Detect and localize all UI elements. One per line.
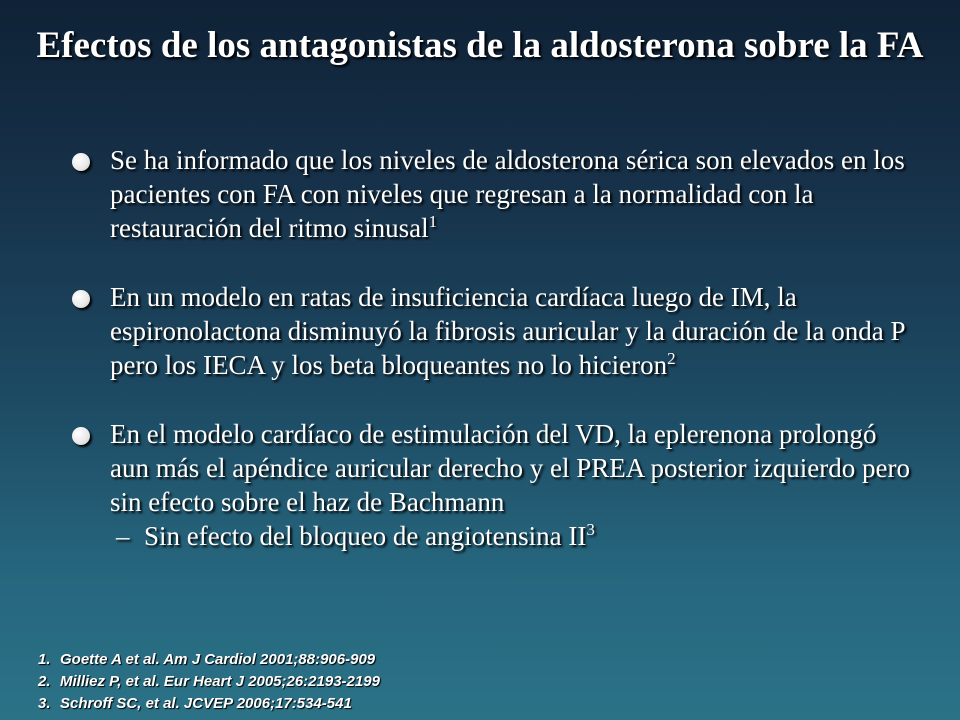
bullet-text: En el modelo cardíaco de estimulación del VD, la eplerenona prolongó aun más el apéndice auricular derecho y el PREA posterior izquierdo pero sin efecto sobre el haz de Bachmann [110,419,910,517]
reference-text: Goette A et al. Am J Cardiol 2001;88:906-909 [60,651,376,668]
bullet-list [72,143,912,553]
citation-superscript: 2 [667,349,676,368]
reference-number: 3. [38,695,51,712]
reference-item [38,693,380,715]
bullet-dot-icon [72,153,90,171]
bullet-dot-icon [72,290,90,308]
reference-number: 2. [38,673,51,690]
citation-superscript: 1 [428,212,438,231]
dash-marker: – [116,521,130,551]
sub-bullet-item [72,519,912,553]
reference-item [38,649,380,671]
bullet-text: En un modelo en ratas de insuficiencia cardíaca luego de IM, la espironolactona disminuyó la fibrosis auricular y la duración de la onda P pero los IECA y los beta bloqueantes no lo hicieron [110,282,905,380]
bullet-text: Se ha informado que los niveles de aldosterona sérica son elevados en los pacientes con FA con niveles que regresan a la normalidad con la restauración del ritmo sinusal [110,145,905,243]
reference-text: Schroff SC, et al. JCVEP 2006;17:534-541 [60,695,352,712]
citation-superscript: 3 [586,520,595,539]
reference-list [38,649,380,715]
bullet-item [72,280,912,382]
bullet-dot-icon [72,427,90,445]
reference-item [38,671,380,693]
reference-number: 1. [38,651,51,668]
bullet-item [72,417,912,519]
reference-text: Milliez P, et al. Eur Heart J 2005;26:2193-2199 [60,673,380,690]
sub-bullet-text: Sin efecto del bloqueo de angiotensina II [144,521,587,551]
slide-title: Efectos de los antagonistas de la aldosterona sobre la FA [36,25,924,66]
bullet-item [72,143,912,245]
